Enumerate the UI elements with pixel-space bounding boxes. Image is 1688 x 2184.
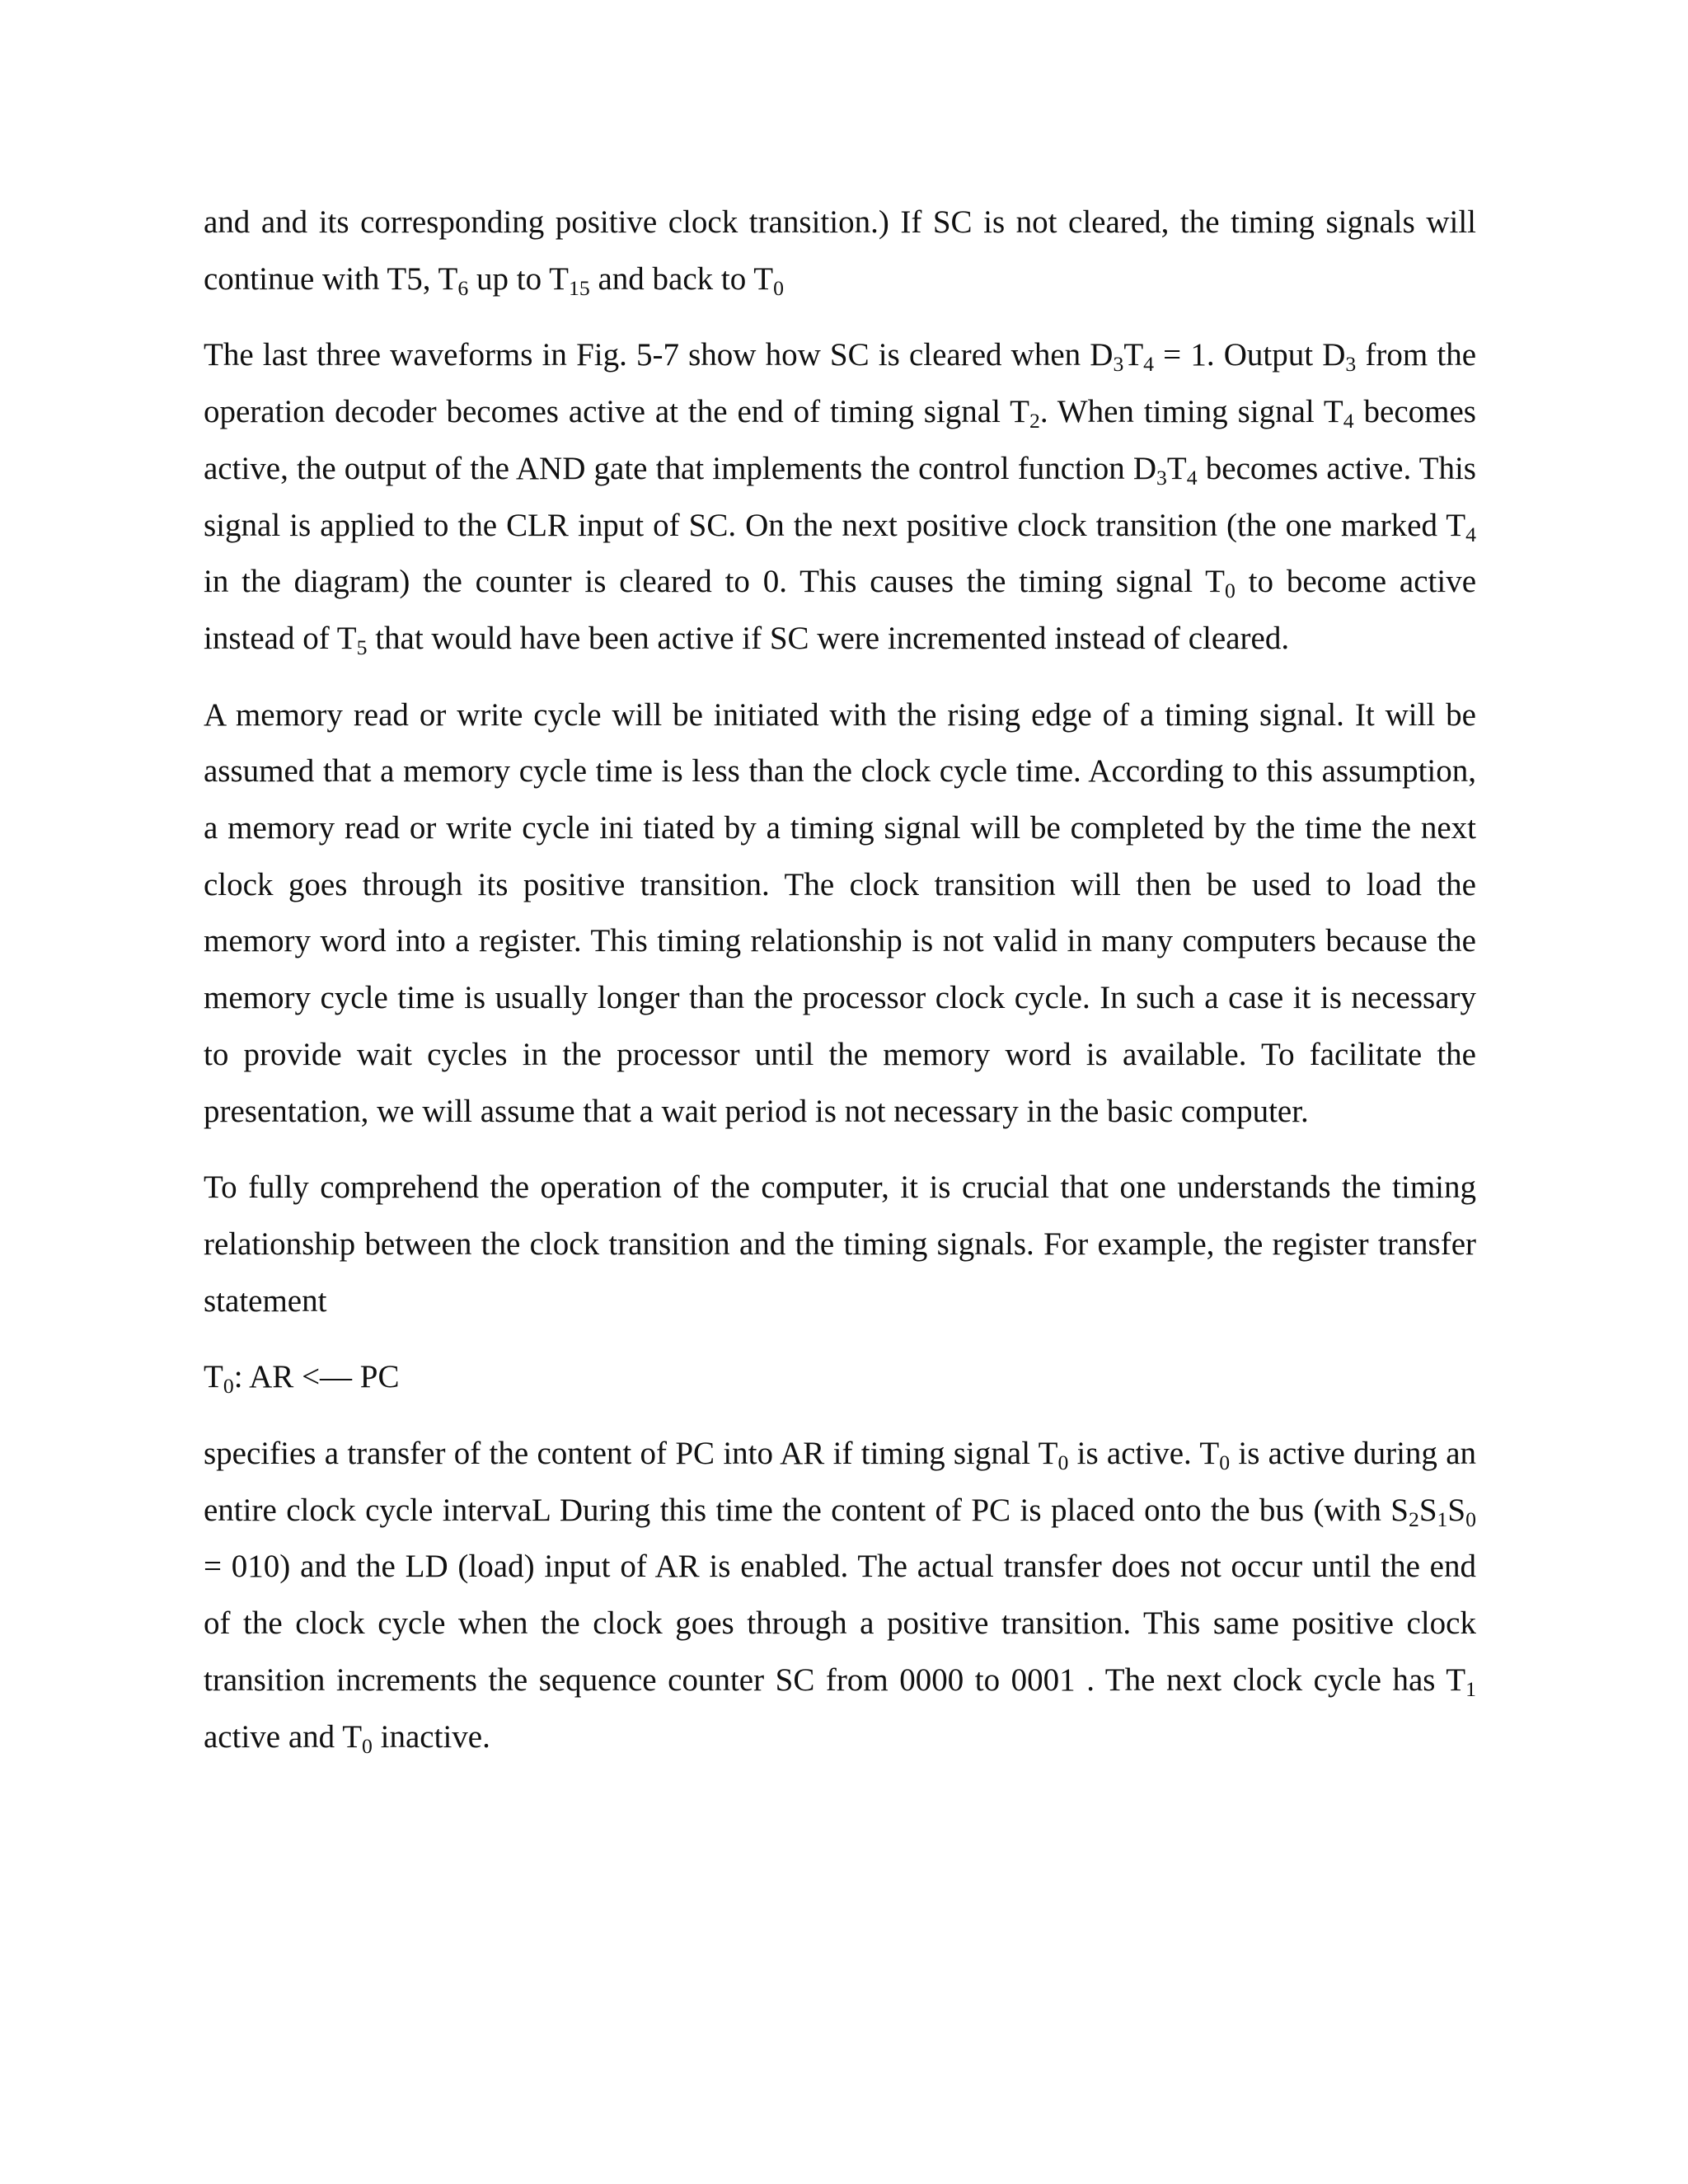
text-run: and and its corresponding positive clock transition.) If SC is not cleared, the timing signals will continue with T5, T [204,204,1476,297]
subscript: 0 [1465,1507,1476,1531]
text-run: becomes active. This signal is applied to the CLR input of SC. On the next positive clock transition (the one marked T [204,450,1476,543]
subscript: 1 [1465,1677,1476,1702]
paragraph-transfer-explanation [204,1426,1476,1765]
text-run: T [204,1359,223,1395]
text-run: is active during an entire clock cycle intervaL During this time the content of PC is placed onto the bus (with S [204,1436,1477,1528]
subscript: 0 [773,275,784,300]
text-run: A memory read or write cycle will be initiated with the rising edge of a timing signal. It will be assumed that a memory cycle time is less than the clock cycle time. According to this assumption, a memory read or write cycle ini tiated by a timing signal will be completed by the time the next clock goes through its positive transition. The clock transition will then be used to load the memory word into a register. This timing relationship is not valid in many computers because the memory cycle time is usually longer than the processor clock cycle. In such a case it is necessary to provide wait cycles in the processor until the memory word is available. To facilitate the presentation, we will assume that a wait period is not necessary in the basic computer. [204,696,1476,1129]
text-run: to become active instead of T [204,564,1477,656]
subscript: 6 [457,275,469,300]
text-run: inactive. [372,1718,490,1755]
subscript: 0 [362,1733,373,1758]
subscript: 2 [1029,409,1040,434]
text-run: To fully comprehend the operation of the computer, it is crucial that one understands the timing relationship between the clock transition and the timing signals. For example, the register transfer statement [204,1169,1476,1319]
subscript: 4 [1343,409,1354,434]
text-run: S [1418,1492,1437,1528]
text-run: = 1. Output D [1154,337,1346,373]
subscript: 4 [1465,522,1476,546]
paragraph-timing-relationship [204,1160,1476,1329]
text-run: S [1447,1492,1466,1528]
text-run: and back to T [589,260,774,297]
subscript: 0 [1057,1451,1069,1475]
text-run: active and T [204,1718,363,1755]
paragraph-timing-continuation [204,194,1476,307]
subscript: 1 [1437,1507,1448,1531]
text-run: from the operation decoder becomes active at the end of timing signal T [204,337,1477,430]
text-run: The last three waveforms in Fig. 5-7 show how SC is cleared when D [204,337,1114,373]
text-run: T [1123,337,1144,373]
paragraph-sc-cleared [204,327,1476,667]
text-run: that would have been active if SC were incremented instead of cleared. [367,620,1290,656]
text-run: . When timing signal T [1039,394,1343,430]
subscript: 4 [1143,352,1155,377]
subscript: 2 [1408,1507,1419,1531]
text-run: specifies a transfer of the content of PC into AR if timing signal T [204,1436,1058,1472]
document-body [204,194,1476,1785]
subscript: 15 [568,275,590,300]
subscript: 0 [223,1374,234,1399]
text-run: is active. T [1068,1436,1220,1472]
text-run: = 010) and the LD (load) input of AR is enabled. The actual transfer does not occur until the end of the clock cycle when the clock goes through a positive transition. This same positive clock transition increments the sequence counter SC from 0000 to 0001 . The next clock cycle has T [204,1549,1476,1698]
subscript: 3 [1156,466,1167,490]
subscript: 4 [1186,466,1198,490]
subscript: 3 [1345,352,1357,377]
text-run: in the diagram) the counter is cleared to 0. This causes the timing signal T [204,564,1225,600]
subscript: 0 [1225,579,1236,603]
subscript: 0 [1219,1451,1231,1475]
text-run: T [1166,450,1187,486]
register-transfer-statement [204,1349,1476,1406]
paragraph-memory-cycle [204,687,1476,1141]
text-run: : AR <— PC [233,1359,400,1395]
text-run: becomes active, the output of the AND gate that implements the control function D [204,394,1476,486]
subscript: 5 [356,635,368,660]
subscript: 3 [1113,352,1124,377]
text-run: up to T [468,260,569,297]
